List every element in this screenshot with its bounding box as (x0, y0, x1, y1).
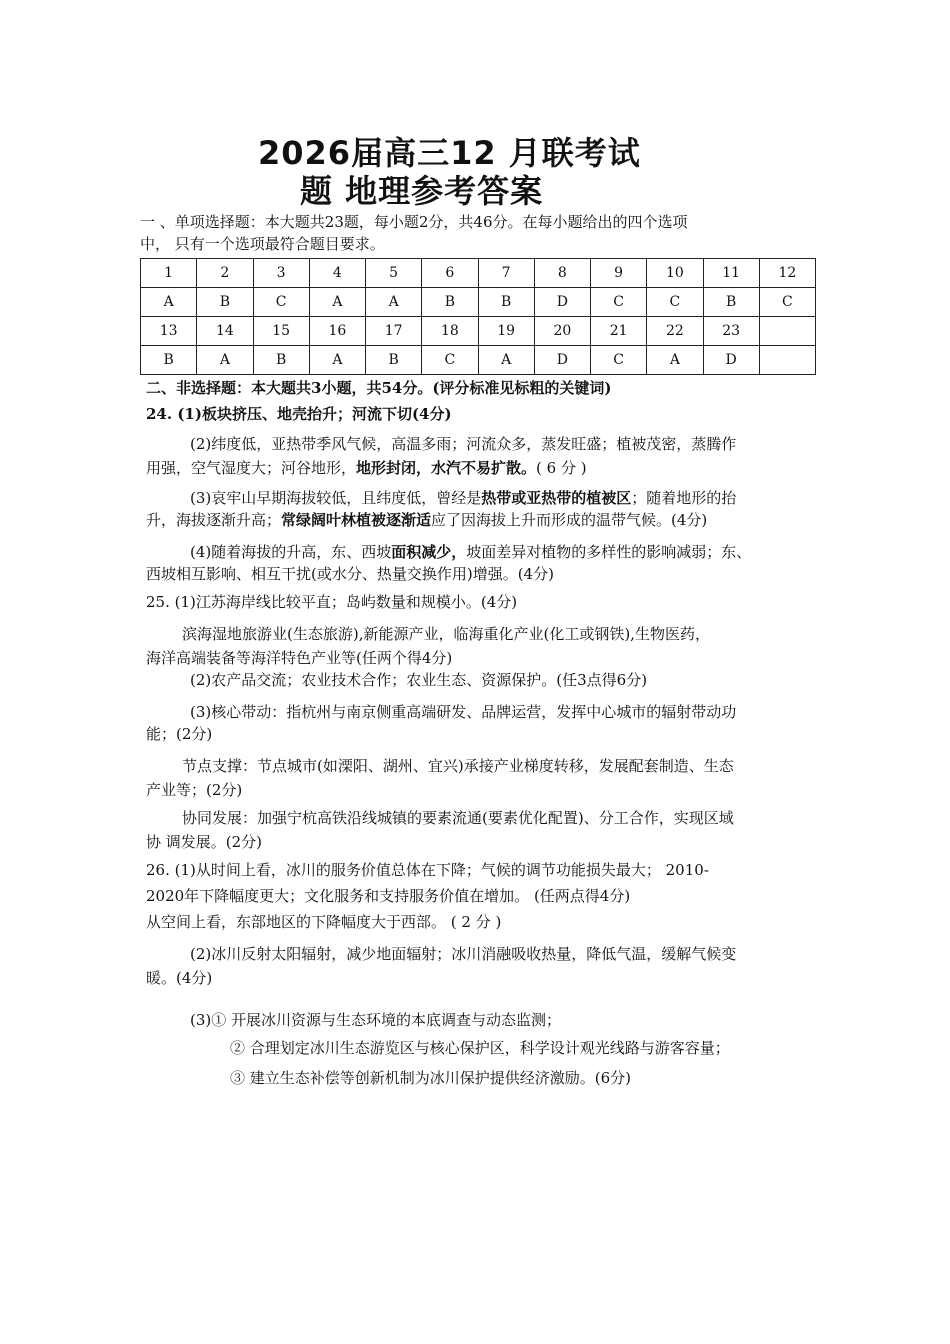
answer-letter: B (197, 288, 253, 317)
question-number: 12 (759, 259, 815, 288)
answer-row-numbers-1 (141, 259, 816, 288)
q24-part1: 24. (1)板块挤压、地壳抬升；河流下切(4分) (146, 405, 452, 423)
section1-intro-line1: 一 、单项选择题：本大题共23题，每小题2分，共46分。在每小题给出的四个选项 (140, 213, 688, 231)
question-number: 10 (647, 259, 703, 288)
q24-part4-text-end: 坡面差异对植物的多样性的影响减弱；东、 (466, 543, 752, 561)
question-number: 11 (703, 259, 759, 288)
q25-part2: (2)农产品交流；农业技术合作；农业生态、资源保护。(任3点得6分) (190, 671, 648, 689)
answer-letter: C (253, 288, 309, 317)
q24-part2-keyword: 地形封闭，水汽不易扩散。 (356, 459, 537, 477)
answer-letter: C (591, 288, 647, 317)
answer-row-letters-2 (141, 346, 816, 375)
q26-part1-line3: 从空间上看，东部地区的下降幅度大于西部。 ( 2 分 ) (146, 913, 502, 931)
question-number: 9 (591, 259, 647, 288)
question-number: 18 (422, 317, 478, 346)
question-number: 7 (478, 259, 534, 288)
q24-part2-text: 用强，空气湿度大；河谷地形， (146, 459, 357, 477)
answer-letter: C (647, 288, 703, 317)
q26-part2-line1: (2)冰川反射太阳辐射，减少地面辐射；冰川消融吸收热量，降低气温，缓解气候变 (190, 945, 737, 963)
title-line-1: 2026届高三12 月联考试 (258, 134, 641, 172)
answer-letter: B (422, 288, 478, 317)
q25-coordination-line2: 协 调发展。(2分) (146, 833, 263, 851)
answer-letter: D (534, 346, 590, 375)
q25-node-support-line1: 节点支撑：节点城市(如溧阳、湖州、宜兴)承接产业梯度转移，发展配套制造、生态 (182, 757, 734, 775)
question-number: 8 (534, 259, 590, 288)
question-number: 6 (422, 259, 478, 288)
answer-letter: B (703, 288, 759, 317)
answer-letter: B (253, 346, 309, 375)
section2-header: 二、非选择题：本大题共3小题，共54分。(评分标准见标粗的关键词) (146, 379, 612, 397)
q24-part4-line1 (190, 542, 751, 562)
q24-part4-line2: 西坡相互影响、相互干扰(或水分、热量交换作用)增强。(4分) (146, 565, 554, 583)
question-number: 15 (253, 317, 309, 346)
answer-letter: A (478, 346, 534, 375)
answer-letter: B (478, 288, 534, 317)
q24-part2-score: ( 6 分 ) (536, 459, 587, 477)
answer-letter: A (309, 288, 365, 317)
q25-part1-industries-line1: 滨海湿地旅游业(生态旅游),新能源产业，临海重化产业(化工或钢铁),生物医药， (182, 625, 710, 643)
answer-letter: B (366, 346, 422, 375)
q26-part2-line2: 暖。(4分) (146, 969, 213, 987)
answer-letter: A (647, 346, 703, 375)
answer-letter: A (141, 288, 197, 317)
answer-letter: C (759, 288, 815, 317)
answer-table (140, 258, 816, 375)
question-number: 20 (534, 317, 590, 346)
q24-part4-text: (4)随着海拔的升高，东、西坡 (190, 543, 392, 561)
q24-part3-text2-end: 应了因海拔上升而形成的温带气候。(4分) (431, 511, 708, 529)
q26-part3-item3: ③ 建立生态补偿等创新机制为冰川保护提供经济激励。(6分) (230, 1069, 632, 1087)
answer-row-letters-1 (141, 288, 816, 317)
q26-part1-line1: 26. (1)从时间上看，冰川的服务价值总体在下降；气候的调节功能损失最大； 2010- (146, 861, 709, 879)
question-number: 5 (366, 259, 422, 288)
q25-part3-line2: 能；(2分) (146, 725, 213, 743)
q24-part3-text: (3)哀牢山早期海拔较低，且纬度低，曾经是 (190, 489, 482, 507)
question-number: 23 (703, 317, 759, 346)
answer-letter (759, 346, 815, 375)
question-number: 17 (366, 317, 422, 346)
q24-part3-line2 (146, 510, 707, 530)
answer-letter: C (591, 346, 647, 375)
answer-letter: A (197, 346, 253, 375)
question-number: 13 (141, 317, 197, 346)
q25-part3-line1: (3)核心带动：指杭州与南京侧重高端研发、品牌运营，发挥中心城市的辐射带动功 (190, 703, 737, 721)
answer-letter: A (366, 288, 422, 317)
q24-part3-keyword2: 常绿阔叶林植被逐渐适 (281, 511, 432, 529)
title-line-2: 题 地理参考答案 (300, 172, 544, 210)
q24-part3-keyword: 热带或亚热带的植被区 (481, 489, 632, 507)
q24-part2-line2 (146, 458, 587, 478)
q26-part3-item1: (3)① 开展冰川资源与生态环境的本底调查与动态监测； (190, 1011, 562, 1029)
q26-part1-line2: 2020年下降幅度更大；文化服务和支持服务价值在增加。 (任两点得4分) (146, 887, 631, 905)
question-number: 3 (253, 259, 309, 288)
q26-part3-item2: ② 合理划定冰川生态游览区与核心保护区，科学设计观光线路与游客容量； (230, 1039, 730, 1057)
q24-part3-line1 (190, 488, 736, 508)
question-number: 14 (197, 317, 253, 346)
question-number: 21 (591, 317, 647, 346)
q25-part1: 25. (1)江苏海岸线比较平直；岛屿数量和规模小。(4分) (146, 593, 518, 611)
answer-letter: A (309, 346, 365, 375)
q25-node-support-line2: 产业等；(2分) (146, 781, 243, 799)
question-number: 2 (197, 259, 253, 288)
question-number: 4 (309, 259, 365, 288)
answer-row-numbers-2 (141, 317, 816, 346)
q24-part3-text-end: ；随着地形的抬 (631, 489, 737, 507)
question-number: 22 (647, 317, 703, 346)
q24-part2-line1: (2)纬度低，亚热带季风气候，高温多雨；河流众多，蒸发旺盛；植被茂密，蒸腾作 (190, 435, 737, 453)
answer-letter: C (422, 346, 478, 375)
answer-letter: D (534, 288, 590, 317)
q24-part4-keyword: 面积减少， (391, 543, 467, 561)
section1-intro-line2: 中， 只有一个选项最符合题目要求。 (140, 235, 385, 253)
question-number (759, 317, 815, 346)
answer-letter: B (141, 346, 197, 375)
q25-part1-industries-line2: 海洋高端装备等海洋特色产业等(任两个得4分) (146, 649, 453, 667)
q24-part3-text2: 升，海拔逐渐升高； (146, 511, 282, 529)
question-number: 16 (309, 317, 365, 346)
question-number: 19 (478, 317, 534, 346)
question-number: 1 (141, 259, 197, 288)
answer-letter: D (703, 346, 759, 375)
q25-coordination-line1: 协同发展：加强宁杭高铁沿线城镇的要素流通(要素优化配置)、分工合作，实现区域 (182, 809, 734, 827)
